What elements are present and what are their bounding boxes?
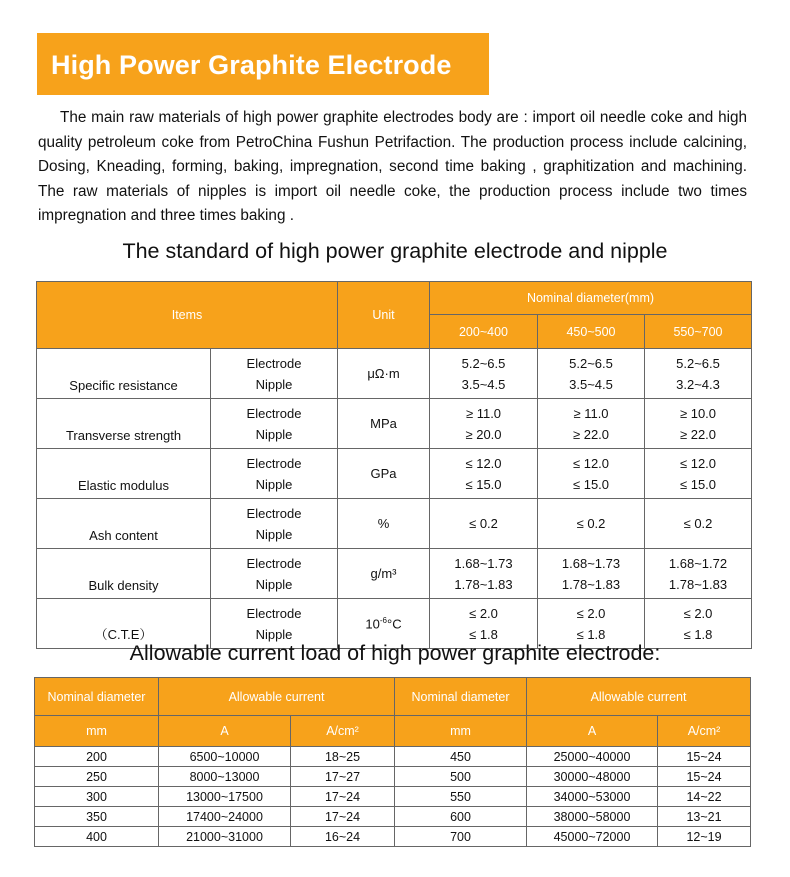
diameter-mm: 500 [395, 767, 527, 787]
sub-electrode: Electrode [246, 605, 302, 621]
value-cell [645, 549, 752, 599]
value-cell [538, 549, 645, 599]
value: ≤ 12.0 [679, 455, 717, 471]
sub-nipple: Nipple [255, 576, 293, 592]
value-cell [430, 399, 538, 449]
standard-row [37, 349, 752, 399]
sub-electrode: Electrode [246, 405, 302, 421]
sub-labels [211, 549, 338, 599]
value: ≤ 2.0 [576, 605, 606, 621]
header-unit: Unit [338, 282, 430, 349]
current-density: 14~22 [658, 787, 751, 807]
value: ≤ 2.0 [683, 605, 713, 621]
current-a: 8000~13000 [159, 767, 291, 787]
value-cell [538, 399, 645, 449]
value: ≥ 10.0 [679, 405, 717, 421]
current-row [35, 787, 751, 807]
sub-nipple: Nipple [255, 526, 293, 542]
header-nominal: Nominal diameter(mm) [430, 282, 752, 315]
intro-paragraph [38, 106, 747, 229]
current-a: 38000~58000 [527, 807, 658, 827]
current-a: 21000~31000 [159, 827, 291, 847]
current-density: 13~21 [658, 807, 751, 827]
diameter-mm: 600 [395, 807, 527, 827]
header-acm: A/cm² [291, 716, 395, 747]
value: 1.78~1.83 [454, 576, 513, 592]
value: ≥ 11.0 [573, 405, 609, 421]
value-cell [645, 499, 752, 549]
header-allowable-right: Allowable current [527, 678, 751, 716]
header-mm: mm [35, 716, 159, 747]
current-row [35, 767, 751, 787]
value-cell [645, 399, 752, 449]
value: ≤ 2.0 [469, 605, 498, 621]
standard-heading: The standard of high power graphite electrode and nipple [122, 239, 668, 263]
value-cell [430, 449, 538, 499]
unit-base: 10 [365, 616, 380, 632]
standard-row [37, 549, 752, 599]
sub-nipple: Nipple [255, 426, 293, 442]
sub-electrode: Electrode [246, 455, 302, 471]
value: ≤ 0.2 [683, 516, 713, 531]
standard-row [37, 499, 752, 549]
unit: % [338, 499, 430, 549]
unit: MPa [338, 399, 430, 449]
value: ≤ 15.0 [572, 476, 610, 492]
header-acm: A/cm² [658, 716, 751, 747]
current-density: 18~25 [291, 747, 395, 767]
value: 5.2~6.5 [569, 355, 613, 371]
current-a: 17400~24000 [159, 807, 291, 827]
unit-tail: °C [387, 616, 402, 632]
sub-labels [211, 449, 338, 499]
header-range: 550~700 [645, 315, 752, 349]
diameter-mm: 450 [395, 747, 527, 767]
current-density: 17~24 [291, 787, 395, 807]
value-cell [645, 449, 752, 499]
value: 5.2~6.5 [461, 355, 506, 371]
sub-labels [211, 499, 338, 549]
value-cell [538, 449, 645, 499]
sub-nipple: Nipple [255, 476, 293, 492]
unit: g/m³ [338, 549, 430, 599]
diameter-mm: 300 [35, 787, 159, 807]
value: ≤ 12.0 [465, 455, 502, 471]
current-a: 25000~40000 [527, 747, 658, 767]
sub-labels [211, 399, 338, 449]
value: 5.2~6.5 [676, 355, 720, 371]
standard-row [37, 449, 752, 499]
property-name: Elastic modulus [37, 449, 211, 499]
value: ≤ 0.2 [576, 516, 606, 531]
sub-electrode: Electrode [246, 505, 302, 521]
intro-text: The main raw materials of high power graphite electrodes body are : import oil needle coke and high quality petroleum coke from PetroChina Fushun Petrifaction. The production process include calcining, Dosing, Kneading, forming, baking, impregnation, second time baking , graphitization and machining. The raw materials of nipples is import oil needle coke, the production process include two times impregnation and three times baking . [38, 109, 747, 225]
header-a: A [527, 716, 658, 747]
property-name: （C.T.E） [37, 599, 211, 649]
sub-nipple: Nipple [255, 376, 293, 392]
current-row [35, 827, 751, 847]
value: 3.5~4.5 [461, 376, 506, 392]
current-table [34, 677, 751, 847]
unit-exponent: -6 [379, 615, 387, 625]
value: 1.68~1.72 [668, 555, 728, 571]
value: 3.2~4.3 [676, 376, 720, 392]
header-allowable-left: Allowable current [159, 678, 395, 716]
value: ≤ 1.8 [469, 626, 498, 642]
header-a: A [159, 716, 291, 747]
value: ≤ 15.0 [465, 476, 502, 492]
value: ≥ 22.0 [572, 426, 610, 442]
current-density: 17~27 [291, 767, 395, 787]
sub-electrode: Electrode [246, 555, 302, 571]
current-density: 17~24 [291, 807, 395, 827]
current-density: 16~24 [291, 827, 395, 847]
value-cell [430, 349, 538, 399]
sub-electrode: Electrode [246, 355, 302, 371]
standard-row [37, 399, 752, 449]
current-row [35, 807, 751, 827]
current-a: 45000~72000 [527, 827, 658, 847]
diameter-mm: 350 [35, 807, 159, 827]
sub-nipple: Nipple [255, 626, 293, 642]
property-name: Specific resistance [37, 349, 211, 399]
standard-table [36, 281, 752, 649]
value: ≥ 20.0 [465, 426, 502, 442]
value: 1.68~1.73 [561, 555, 621, 571]
current-heading: Allowable current load of high power graphite electrode: [129, 641, 661, 665]
diameter-mm: 400 [35, 827, 159, 847]
value-cell [645, 349, 752, 399]
unit: GPa [338, 449, 430, 499]
unit: μΩ·m [338, 349, 430, 399]
current-density: 15~24 [658, 747, 751, 767]
sub-labels [211, 349, 338, 399]
current-row [35, 747, 751, 767]
header-nominal-right: Nominal diameter [395, 678, 527, 716]
diameter-mm: 250 [35, 767, 159, 787]
value: ≥ 22.0 [679, 426, 717, 442]
title-banner [37, 33, 489, 95]
current-a: 30000~48000 [527, 767, 658, 787]
current-a: 13000~17500 [159, 787, 291, 807]
current-a: 6500~10000 [159, 747, 291, 767]
value: ≥ 11.0 [465, 405, 502, 421]
value: ≤ 1.8 [683, 626, 713, 642]
value-cell [538, 349, 645, 399]
header-range: 450~500 [538, 315, 645, 349]
property-name: Transverse strength [37, 399, 211, 449]
diameter-mm: 200 [35, 747, 159, 767]
current-a: 34000~53000 [527, 787, 658, 807]
value: 3.5~4.5 [569, 376, 613, 392]
value: ≤ 1.8 [576, 626, 606, 642]
value: ≤ 0.2 [469, 516, 498, 531]
current-density: 12~19 [658, 827, 751, 847]
value: ≤ 15.0 [679, 476, 717, 492]
value-cell [430, 549, 538, 599]
property-name: Ash content [37, 499, 211, 549]
value: ≤ 12.0 [572, 455, 610, 471]
value: 1.78~1.83 [668, 576, 728, 592]
value: 1.78~1.83 [561, 576, 621, 592]
header-mm: mm [395, 716, 527, 747]
diameter-mm: 700 [395, 827, 527, 847]
value-cell [430, 499, 538, 549]
page-title: High Power Graphite Electrode [51, 50, 452, 80]
current-density: 15~24 [658, 767, 751, 787]
header-nominal-left: Nominal diameter [35, 678, 159, 716]
value-cell [538, 499, 645, 549]
header-range: 200~400 [430, 315, 538, 349]
header-items: Items [37, 282, 338, 349]
value: 1.68~1.73 [454, 555, 513, 571]
diameter-mm: 550 [395, 787, 527, 807]
property-name: Bulk density [37, 549, 211, 599]
